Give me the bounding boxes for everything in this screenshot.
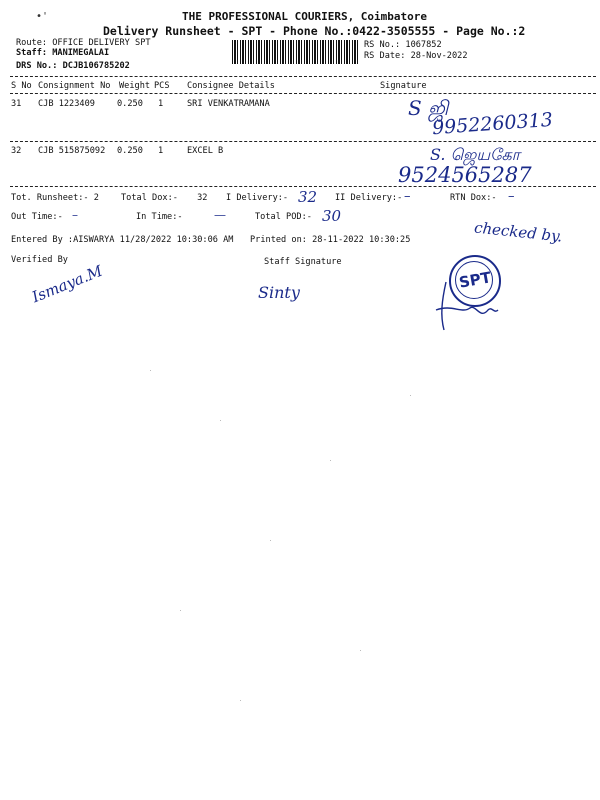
scan-speck [270, 540, 271, 541]
ii-delivery-value: – [404, 189, 411, 204]
i-delivery-label: I Delivery:- [226, 193, 289, 203]
rs-no-row [364, 40, 442, 50]
col-signature: Signature [380, 81, 427, 91]
verified-signature: Ismaya.M [29, 261, 106, 307]
drs-row [16, 61, 130, 71]
row-consignee: EXCEL B [187, 146, 224, 156]
col-weight: Weight [119, 81, 151, 91]
row-signature-name: S. ஜெயகோ [430, 145, 521, 164]
rs-no-label: RS No.: [364, 40, 401, 50]
entered-by: Entered By :AISWARYA 11/28/2022 10:30:06 AM [11, 235, 234, 245]
staff-signature: Sinty [258, 283, 300, 302]
ii-delivery-label: II Delivery:- [335, 193, 403, 203]
rs-no-value: 1067852 [405, 40, 442, 50]
pod-value: 30 [322, 207, 342, 225]
runsheet-subtitle: Delivery Runsheet - SPT - Phone No.:0422-3505555 - Page No.:2 [103, 24, 526, 38]
divider [10, 141, 596, 142]
row-weight: 0.250 [117, 99, 143, 109]
staff-label: Staff: [16, 48, 48, 58]
row-pcs: 1 [158, 146, 164, 156]
route-row [16, 38, 151, 48]
col-sno: S No [11, 81, 32, 91]
stamp-signature-scribble [432, 280, 502, 335]
row-pcs: 1 [158, 99, 164, 109]
printed-on: Printed on: 28-11-2022 10:30:25 [250, 235, 411, 245]
scan-speck [220, 420, 221, 421]
row-consignment: CJB 515875092 [38, 146, 106, 156]
scan-speck [330, 460, 331, 461]
out-time-value: – [72, 208, 78, 222]
divider [10, 76, 596, 77]
route-value: OFFICE DELIVERY SPT [52, 38, 151, 48]
divider [10, 93, 596, 94]
scan-speck [360, 650, 361, 651]
runsheet-label: Tot. Runsheet:- [11, 193, 89, 203]
rtn-value: – [508, 189, 515, 204]
scan-speck [150, 370, 151, 371]
row-signature-phone: 9524565287 [398, 163, 532, 187]
out-time-label: Out Time:- [11, 212, 63, 222]
in-time-label: In Time:- [136, 212, 183, 222]
totals-row [11, 193, 99, 203]
row-consignment: CJB 1223409 [38, 99, 95, 109]
row-consignee: SRI VENKATRAMANA [187, 99, 270, 109]
staff-value: MANIMEGALAI [52, 48, 110, 58]
scan-speck [180, 610, 181, 611]
scan-speck [410, 395, 411, 396]
row-weight: 0.250 [117, 146, 143, 156]
stamp-text: SPT [457, 268, 493, 292]
rs-date-label: RS Date: [364, 51, 406, 61]
dox-value: 32 [197, 193, 208, 203]
staff-signature-label: Staff Signature [264, 257, 342, 267]
pod-label: Total POD:- [255, 212, 312, 222]
checked-by-note: checked by. [473, 218, 564, 246]
dox-label: Total Dox:- [121, 193, 178, 203]
company-title: THE PROFESSIONAL COURIERS, Coimbatore [182, 10, 428, 23]
row-signature-phone: 9952260313 [431, 108, 554, 140]
runsheet-value: 2 [93, 193, 99, 203]
i-delivery-value: 32 [298, 188, 318, 206]
drs-value: DCJB106785202 [62, 61, 130, 71]
col-consignment: Consignment No [38, 81, 111, 91]
staff-row [16, 48, 109, 58]
scan-mark: •' [36, 11, 49, 22]
scan-speck [240, 700, 241, 701]
col-consignee: Consignee Details [187, 81, 275, 91]
rs-date-row [364, 51, 468, 61]
row-sno: 31 [11, 99, 22, 109]
route-label: Route: [16, 38, 48, 48]
barcode [232, 40, 358, 64]
dox-row [121, 193, 207, 203]
divider [10, 186, 596, 187]
verified-by-label: Verified By [11, 255, 68, 265]
in-time-value: — [214, 208, 226, 222]
rtn-label: RTN Dox:- [450, 193, 497, 203]
row-signature-name: S ஜி [408, 96, 449, 120]
row-sno: 32 [11, 146, 22, 156]
drs-label: DRS No.: [16, 61, 58, 71]
rs-date-value: 28-Nov-2022 [410, 51, 468, 61]
col-pcs: PCS [154, 81, 170, 91]
